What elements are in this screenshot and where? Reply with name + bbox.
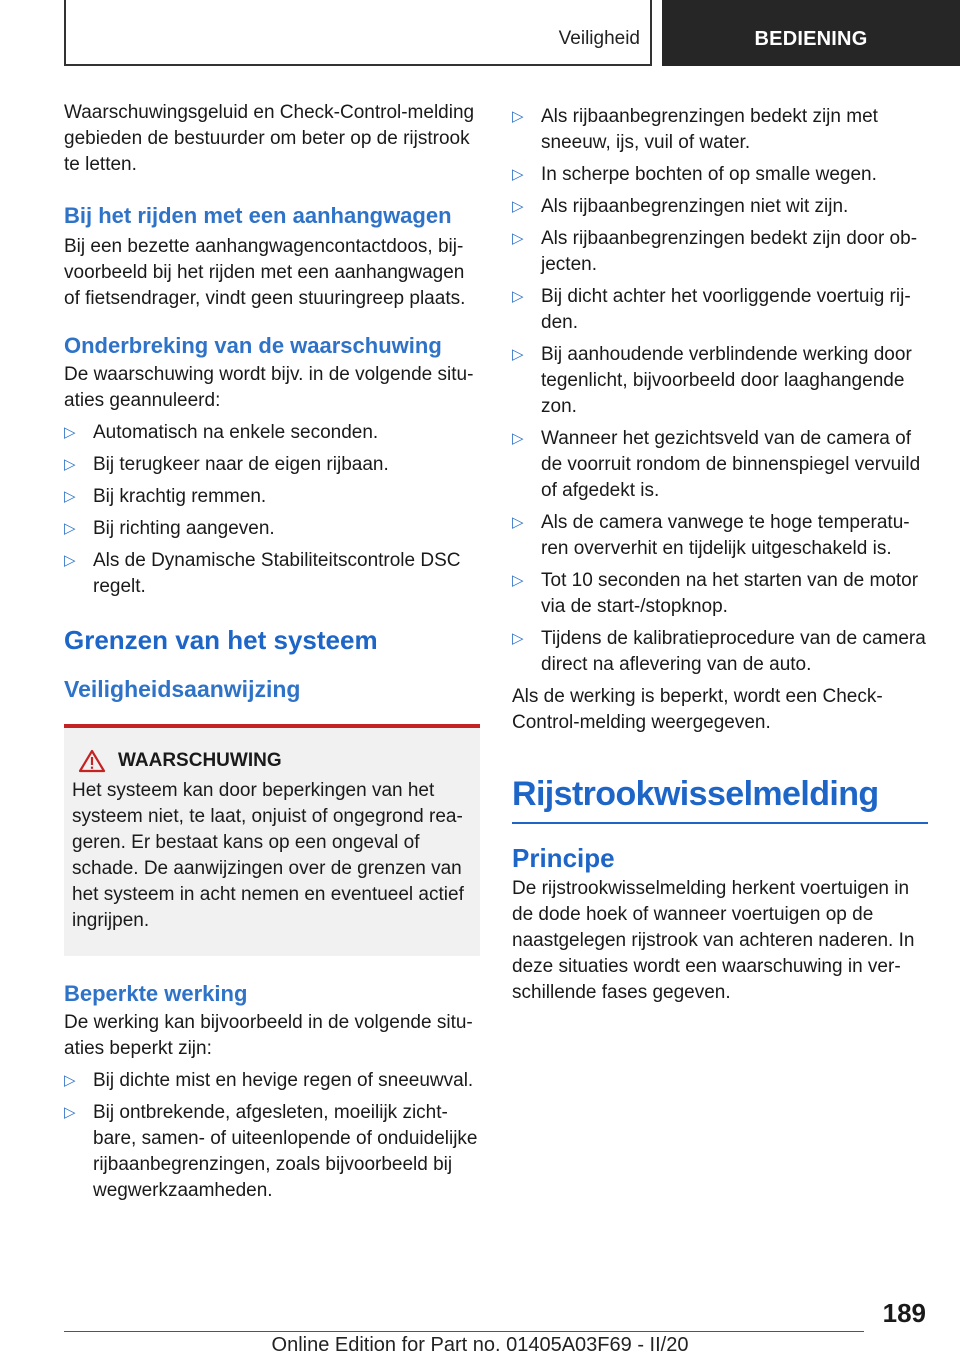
limits-heading: Grenzen van het systeem (64, 625, 378, 655)
bullet-triangle-icon: ▷ (512, 108, 524, 125)
list-item (64, 1100, 480, 1204)
list-item (64, 452, 480, 478)
list-item-text: Bij richting aangeven. (93, 518, 275, 539)
list-item (64, 484, 480, 510)
footer-divider (64, 1331, 864, 1332)
list-item (512, 284, 928, 336)
list-item-text: Automatisch na enkele seconden. (93, 422, 379, 443)
list-item-text: Als rijbaanbegrenzingen bedekt zijn met sneeuw, ijs, vuil of water. (541, 106, 878, 153)
bullet-triangle-icon: ▷ (512, 346, 524, 363)
bullet-triangle-icon: ▷ (512, 198, 524, 215)
list-item (512, 342, 928, 420)
page-number: 189 (882, 1298, 926, 1328)
interrupt-paragraph: De waarschuwing wordt bijv. in de volgende situaties geannuleerd: (64, 364, 474, 411)
list-item-text: Als de camera vanwege te hoge temperaturen oververhit en tijdelijk uitgeschakeld is. (541, 512, 910, 559)
bullet-triangle-icon: ▷ (64, 552, 76, 569)
warning-triangle-icon (78, 749, 106, 773)
list-item-text: Als rijbaanbegrenzingen niet wit zijn. (541, 196, 849, 217)
bullet-triangle-icon: ▷ (512, 430, 524, 447)
bullet-triangle-icon: ▷ (512, 514, 524, 531)
right-column (512, 104, 928, 1006)
list-item (512, 626, 928, 678)
list-item (64, 548, 480, 600)
list-item (512, 194, 928, 220)
page-header (64, 0, 960, 66)
bullet-triangle-icon: ▷ (512, 572, 524, 589)
list-item-text: Wanneer het gezichtsveld van de camera of de voorruit rondom de binnenspiegel vervuild of afgedekt is. (541, 428, 921, 501)
bullet-triangle-icon: ▷ (64, 520, 76, 537)
bullet-triangle-icon: ▷ (64, 488, 76, 505)
list-item (512, 104, 928, 156)
list-item (64, 1068, 480, 1094)
list-item (512, 568, 928, 620)
interrupt-list (64, 420, 480, 600)
list-item (512, 226, 928, 278)
section-tab (64, 0, 652, 66)
safety-heading: Veiligheidsaanwijzing (64, 676, 301, 702)
section-title: Veiligheid (558, 28, 640, 49)
list-item (512, 510, 928, 562)
bullet-triangle-icon: ▷ (64, 1104, 76, 1121)
chapter-tab (662, 0, 960, 66)
list-item-text: Bij ontbrekende, afgesleten, moeilijk zichtbare, samen- of uiteenlopende of onduidelijke rijbaanbegrenzingen, zoals bijvoorbeeld bij wegwerkzaamheden. (93, 1102, 478, 1201)
list-item-text: Tot 10 seconden na het starten van de motor via de start-/stopknop. (541, 570, 919, 617)
chapter-title: BEDIENING (754, 28, 868, 50)
list-item (512, 426, 928, 504)
bullet-triangle-icon: ▷ (512, 230, 524, 247)
limited-note: Als de werking is beperkt, wordt een Check-Control-melding weergegeven. (512, 686, 883, 733)
principle-heading: Principe (512, 843, 615, 873)
list-item-text: Als de Dynamische Stabiliteitscontrole DSC regelt. (93, 550, 461, 597)
trailer-heading: Bij het rijden met een aanhangwagen (64, 203, 452, 228)
bullet-triangle-icon: ▷ (64, 1072, 76, 1089)
bullet-triangle-icon: ▷ (64, 424, 76, 441)
list-item (64, 420, 480, 446)
list-item (64, 516, 480, 542)
warning-text: Het systeem kan door beperkingen van het systeem niet, te laat, onjuist of ongegrond reageren. Er bestaat kans op een ongeval of schade. De aanwijzingen over de grenzen van het systeem in acht nemen en eventueel actief ingrijpen. (72, 780, 464, 931)
principle-paragraph: De rijstrookwisselmelding herkent voertuigen in de dode hoek of wanneer voertuigen op de naastgelegen rijstrook van achteren naderen. In deze situaties wordt een waarschuwing in verschillende fases gegeven. (512, 878, 915, 1003)
trailer-paragraph: Bij een bezette aanhangwagencontactdoos, bijvoorbeeld bij het rijden met een aanhangwagen of fietsendrager, vindt geen stuuringreep plaats. (64, 236, 466, 309)
list-item-text: Bij aanhoudende verblindende werking door tegenlicht, bijvoorbeeld door laaghangende zon. (541, 344, 912, 417)
left-column (64, 100, 480, 1210)
bullet-triangle-icon: ▷ (64, 456, 76, 473)
list-item-text: Bij dicht achter het voorliggende voertuig rijden. (541, 286, 911, 333)
bullet-triangle-icon: ▷ (512, 288, 524, 305)
list-item-text: Bij dichte mist en hevige regen of sneeuwval. (93, 1070, 474, 1091)
warning-box (64, 724, 480, 956)
warning-title: WAARSCHUWING (118, 750, 282, 771)
bullet-triangle-icon: ▷ (512, 630, 524, 647)
edition-footer: Online Edition for Part no. 01405A03F69 - II/20 (271, 1334, 689, 1356)
intro-paragraph: Waarschuwingsgeluid en Check-Control-melding gebieden de bestuurder om beter op de rijstrook te letten. (64, 102, 475, 175)
warning-title-row (72, 748, 472, 774)
list-item-text: Bij krachtig remmen. (93, 486, 267, 507)
bullet-triangle-icon: ▷ (512, 166, 524, 183)
main-heading: Rijstrookwisselmelding (512, 772, 928, 824)
interrupt-heading: Onderbreking van de waarschuwing (64, 333, 442, 358)
limited-paragraph: De werking kan bijvoorbeeld in de volgende situaties beperkt zijn: (64, 1012, 473, 1059)
list-item-text: Als rijbaanbegrenzingen bedekt zijn door objecten. (541, 228, 918, 275)
list-item-text: Bij terugkeer naar de eigen rijbaan. (93, 454, 389, 475)
limited-heading: Beperkte werking (64, 981, 248, 1006)
limited-list (64, 1068, 480, 1204)
limited-list-continued (512, 104, 928, 678)
list-item-text: Tijdens de kalibratieprocedure van de camera direct na aflevering van de auto. (541, 628, 926, 675)
list-item-text: In scherpe bochten of op smalle wegen. (541, 164, 877, 185)
list-item (512, 162, 928, 188)
